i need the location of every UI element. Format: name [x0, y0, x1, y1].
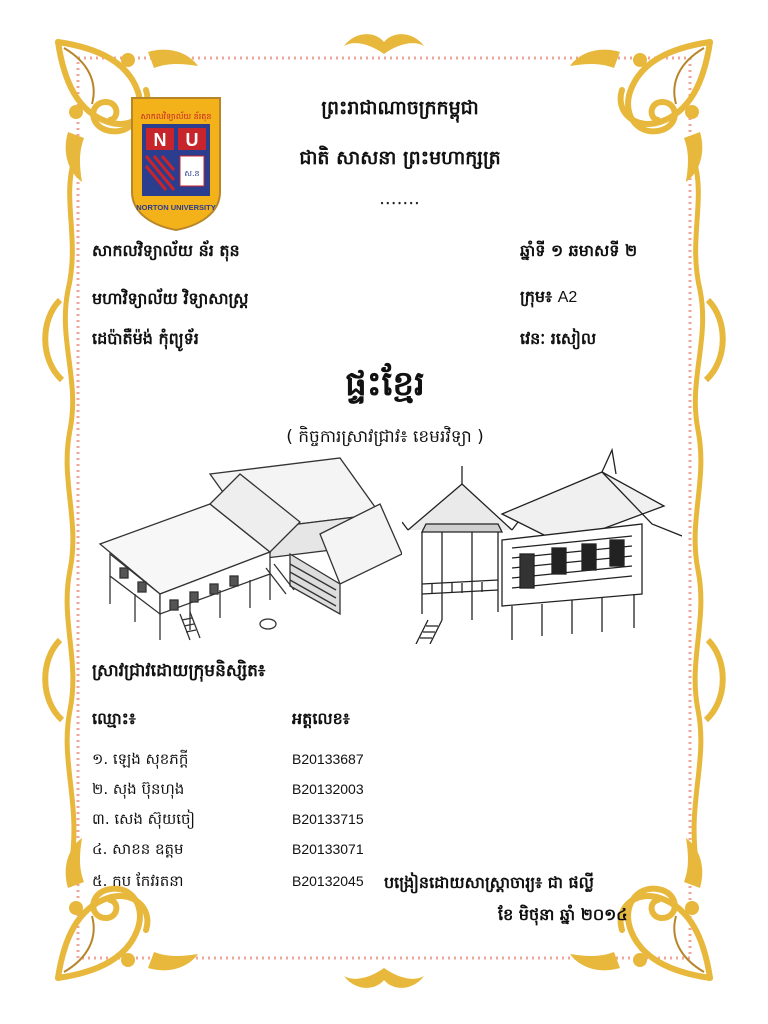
year-semester [520, 240, 637, 264]
university-logo [128, 92, 224, 232]
document-subtitle: ( កិច្ចការស្រាវជ្រាវ៖ ខេមរវិទ្យា ) [286, 427, 484, 447]
logo-top-text: សាកលវិទ្យាល័យ ន័រតុន [140, 112, 212, 121]
member-row [92, 840, 392, 862]
member-row [92, 872, 392, 894]
logo-bottom-text: NORTON UNIVERSITY [136, 203, 216, 212]
group-value: A2 [557, 289, 578, 306]
member-id: B20133071 [292, 841, 364, 857]
group-info [520, 286, 577, 310]
khmer-house-elevation-illustration [402, 444, 682, 644]
member-id: B20132003 [292, 781, 364, 797]
column-id-header: អត្តលេខ៖ [292, 709, 350, 728]
member-name: ១. ឡេង សុខភក្តី [92, 750, 189, 768]
faculty-name: មហាវិទ្យាល័យ វិទ្យាសាស្ត្រ [92, 289, 249, 308]
member-id: B20133715 [292, 811, 364, 827]
khmer-house-plan-illustration [90, 444, 402, 644]
member-name: ៣. សេង ស៊ុយចៀ [92, 810, 196, 828]
member-name: ៤. សាខន ឧត្តម [92, 840, 184, 858]
department-name: ដេប៉ាតឺម៉ង់ កុំព្យូទ័រ [92, 329, 199, 348]
logo-letter-n: N [153, 130, 167, 150]
teacher-line: បង្រៀនដោយសាស្ត្រាចារ្យ៖ ជា ផល្លី [384, 873, 594, 892]
member-row [92, 780, 392, 802]
group-label: ក្រុម៖ [520, 287, 553, 306]
logo-badge-text: ស.ន [184, 169, 200, 178]
kingdom-heading: ព្រះរាជាណាចក្រកម្ពុជា [321, 97, 479, 119]
member-id: B20133687 [292, 751, 364, 767]
shift-info [520, 328, 596, 352]
member-row [92, 750, 392, 772]
date-line: ខែ មិថុនា ឆ្នាំ ២០១៤ [498, 905, 628, 924]
ornamental-symbol-line: ᱹᱹᱹᱹᱹᱹᱹ [379, 188, 421, 209]
university-name: សាកលវិទ្យាល័យ ន័រ តុន [92, 241, 240, 260]
shift-label: វេនៈ រសៀល [520, 329, 597, 348]
year-semester-label: ឆ្នាំទី ១ ឆមាសទី ២ [520, 241, 638, 260]
member-name: ២. សុង ប៊ុនហុង [92, 780, 185, 798]
member-name: ៥. កប កែវរតនា [92, 872, 184, 890]
column-name-header: ឈ្មោះ៖ [92, 709, 136, 728]
logo-letter-u: U [185, 130, 199, 150]
members-heading: ស្រាវជ្រាវដោយក្រុមនិស្សិត៖ [92, 661, 266, 681]
motto-heading: ជាតិ សាសនា ព្រះមហាក្សត្រ [299, 147, 501, 169]
member-row [92, 810, 392, 832]
member-id: B20132045 [292, 873, 364, 889]
document-title: ផ្ទះខ្មែរ [345, 364, 425, 404]
